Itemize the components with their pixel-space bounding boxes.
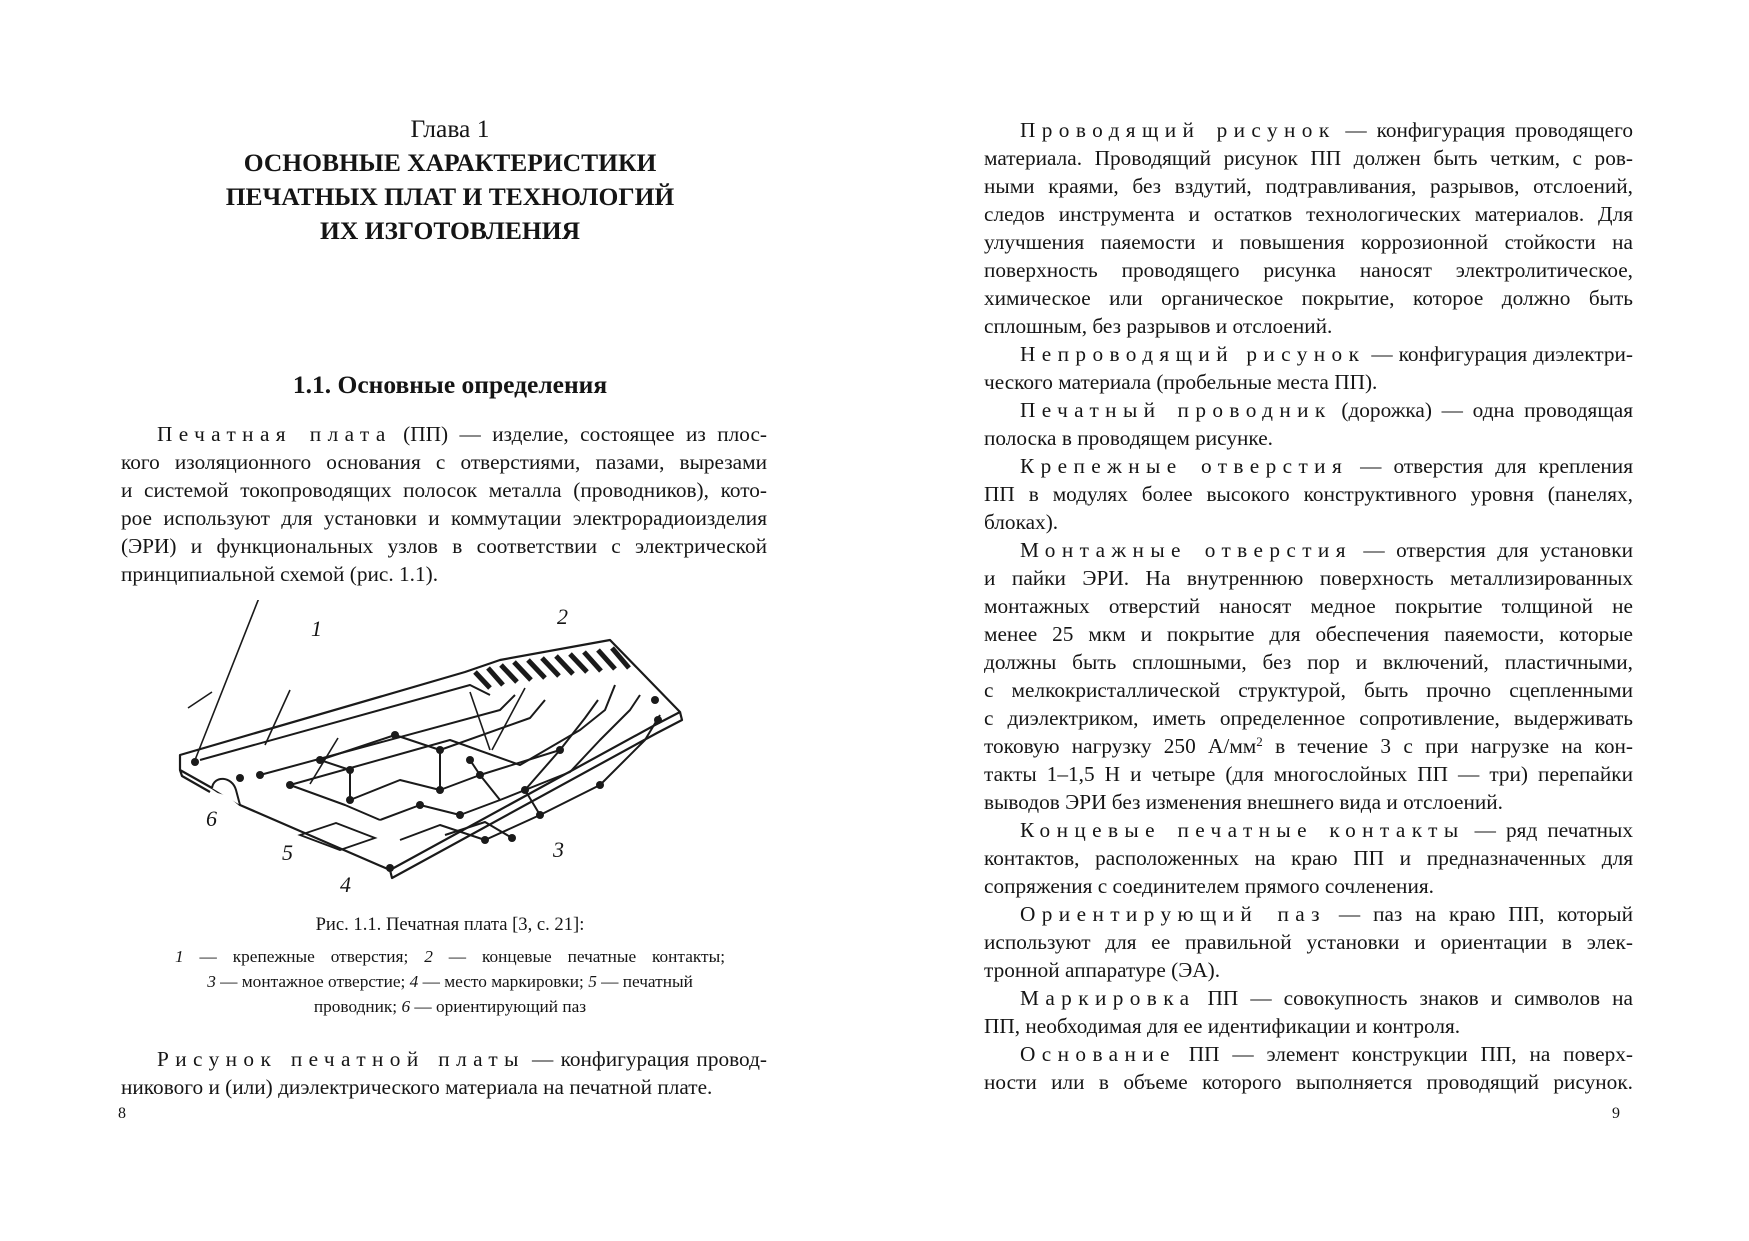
text-line: поверхность проводящего рисунка наносят электролитическое, [984,258,1633,282]
text-line: выводов ЭРИ без изменения внешнего вида и отслоений. [984,790,1503,814]
paragraph-printed-circuit-board [121,420,767,588]
text-line: монтажных отверстий наносят медное покрытие толщиной не [984,594,1633,618]
text-line: ности или в объеме которого выполняется проводящий рисунок. [984,1070,1633,1094]
caption-line: проводник; 6 — ориентирующий паз [313,997,587,1016]
text-line: кого изоляционного основания с отверстиями, пазами, вырезами [121,450,767,474]
text-line: менее 25 мкм и покрытие для обеспечения паяемости, которые [984,622,1633,646]
text-line: ПП, необходимая для ее идентификации и контроля. [984,1014,1461,1038]
text-line: Непроводящий рисунок — конфигурация диэлектри- [1020,342,1633,366]
term: Монтажные отверстия [1020,538,1352,562]
figure-label-1: 1 [311,616,322,641]
text-line: Рисунок печатной платы — конфигурация провод- [157,1047,768,1071]
text-line: рое используют для установки и коммутации электрорадиоизделия [121,506,767,530]
pcb-holes [191,696,662,872]
right-text-column [984,116,1633,1096]
pcb-board-outline [180,640,682,878]
term: Непроводящий рисунок [1020,342,1366,366]
text-line: улучшения паяемости и повышения коррозионной стойкости на [984,230,1633,254]
text-line: используют для ее правильной установки и ориентации в элек- [984,930,1633,954]
text-line: блоках). [984,510,1059,534]
text-line: с диэлектриком, иметь определенное сопротивление, выдерживать [984,706,1633,730]
text-line: Печатная плата (ПП) — изделие, состоящее из плос- [157,422,767,446]
text-line: принципиальной схемой (рис. 1.1). [121,562,439,586]
text-line: Монтажные отверстия — отверстия для установки [1020,538,1633,562]
caption-line: 3 — монтажное отверстие; 4 — место маркировки; 5 — печатный [207,972,693,991]
paragraph-board-pattern [121,1045,767,1101]
text-line: ческого материала (пробельные места ПП). [984,370,1378,394]
figure-label-2: 2 [557,604,568,629]
text-line: токовую нагрузку 250 $А/мм^2$ в течение 3 с при нагрузке на кон- [984,734,1633,758]
text-line: ными краями, без вздутий, подтравливания, разрывов, отслоений, [984,174,1633,198]
text-line: с мелкокристаллической структурой, быть прочно сцепленными [984,678,1633,702]
text-line: Маркировка ПП — совокупность знаков и символов на [1020,986,1633,1010]
text-line: полоска в проводящем рисунке. [984,426,1273,450]
term: Основание [1020,1042,1176,1066]
text-line: должны быть сплошными, без пор и включений, пластичными, [984,650,1633,674]
edge-contacts [475,648,629,688]
right-page [875,0,1749,1241]
text-line: ПП в модулях более высокого конструктивного уровня (панелях, [984,482,1633,506]
figure-label-6: 6 [206,806,217,831]
chapter-title: ОСНОВНЫЕ ХАРАКТЕРИСТИКИ ПЕЧАТНЫХ ПЛАТ И ТЕХНОЛОГИЙ ИХ ИЗГОТОВЛЕНИЯ [225,148,675,245]
term: Рисунок печатной платы [157,1047,525,1071]
term: Концевые печатные контакты [1020,818,1465,842]
page-number-left: 8 [118,1105,126,1122]
text-line: Крепежные отверстия — отверстия для крепления [1020,454,1634,478]
term: Ориентирующий паз [1020,902,1326,926]
text-line: Основание ПП — элемент конструкции ПП, на поверх- [1020,1042,1633,1066]
text-line: Концевые печатные контакты — ряд печатных [1020,818,1633,842]
figure-label-5: 5 [282,840,293,865]
text-line: материала. Проводящий рисунок ПП должен быть четким, с ров- [984,146,1633,170]
term: Маркировка [1020,986,1196,1010]
text-line: никового и (или) диэлектрического материала на печатной плате. [121,1075,713,1099]
text-line: Ориентирующий паз — паз на краю ПП, который [1020,902,1633,926]
text-line: сопряжения с соединителем прямого сочленения. [984,874,1434,898]
page-number-right: 9 [1612,1105,1620,1122]
text-line: Проводящий рисунок — конфигурация проводящего [1020,118,1633,142]
figure-label-4: 4 [340,872,351,897]
text-line: контактов, расположенных на краю ПП и предназначенных для [984,846,1633,870]
caption-line: 1 — крепежные отверстия; 2 — концевые печатные контакты; [175,947,725,966]
term: Печатная плата [157,422,392,446]
text-line: сплошным, без разрывов и отслоений. [984,314,1333,338]
text-line: химическое или органическое покрытие, которое должно быть [984,286,1633,310]
figure-caption-legend [175,944,725,1019]
text-line: (ЭРИ) и функциональных узлов в соответствии с электрической [121,534,767,558]
pcb-figure [140,600,740,900]
text-line: Печатный проводник (дорожка) — одна проводящая [1020,398,1633,422]
text-line: и пайки ЭРИ. На внутреннюю поверхность металлизированных [984,566,1633,590]
term: Печатный проводник [1020,398,1332,422]
text-line: тронной аппаратуре (ЭА). [984,958,1221,982]
term: Крепежные отверстия [1020,454,1349,478]
text-line: следов инструмента и остатков технологических материалов. Для [984,202,1633,226]
chapter-number: Глава 1 [410,114,490,143]
leader-lines [188,600,525,784]
text-line: и системой токопроводящих полосок металла (проводников), кото- [121,478,767,502]
figure-caption-title: Рис. 1.1. Печатная плата [3, с. 21]: [315,914,585,935]
section-title: 1.1. Основные определения [292,370,608,399]
figure-label-3: 3 [553,837,564,862]
term: Проводящий рисунок [1020,118,1336,142]
text-line: такты 1–1,5 Н и четыре (для многослойных ПП — три) перепайки [984,762,1633,786]
